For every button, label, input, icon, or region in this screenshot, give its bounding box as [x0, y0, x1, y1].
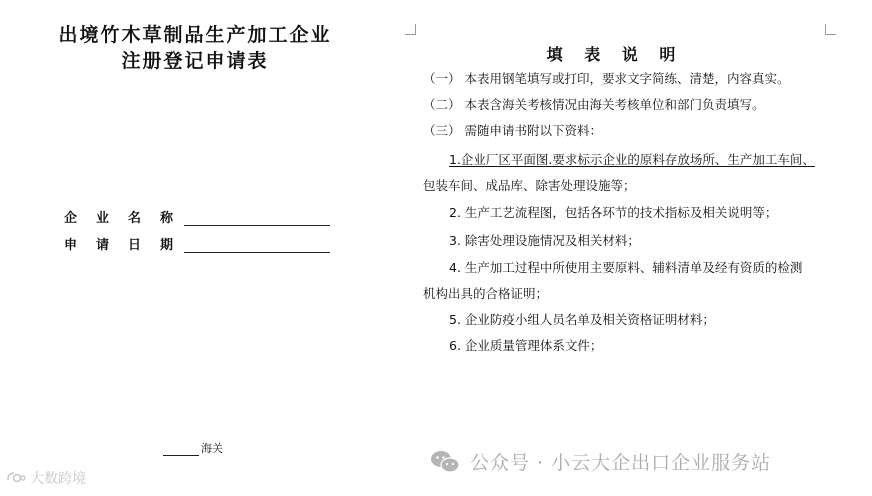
attachment-6: 6. 企业质量管理体系文件；	[449, 338, 603, 353]
instruction-item-1: （一） 本表用钢笔填写或打印，要求文字简练、清楚，内容真实。	[423, 71, 790, 86]
attachment-3: 3. 除害处理设施情况及相关材料；	[449, 233, 640, 248]
right-page	[405, 0, 855, 496]
attachment-1-line2: 包装车间、成品库、除害处理设施等；	[423, 178, 636, 193]
left-page	[0, 0, 390, 496]
crop-mark-top-left	[405, 24, 416, 35]
watermark-left	[6, 468, 86, 488]
instructions-heading: 填 表 说 明	[546, 45, 684, 64]
customs-blank	[163, 443, 199, 456]
attachment-4-line2: 机构出具的合格证明；	[423, 286, 549, 301]
attachment-1-line1: 1.企业厂区平面图.要求标示企业的原料存放场所、生产加工车间、	[449, 152, 815, 167]
attachment-4-line1: 4. 生产加工过程中所使用主要原料、辅料清单及经有资质的检测	[449, 260, 803, 275]
customs-label: 海关	[201, 442, 223, 455]
instruction-item-3: （三） 需随申请书附以下资料：	[423, 123, 602, 138]
attachment-2: 2. 生产工艺流程图，包括各环节的技术指标及相关说明等；	[449, 205, 778, 220]
customs-line	[163, 440, 223, 456]
form-title-line1: 出境竹木草制品生产加工企业	[58, 24, 332, 46]
company-name-blank	[184, 211, 330, 226]
instruction-item-2: （二） 本表含海关考核情况由海关考核单位和部门负责填写。	[423, 97, 765, 112]
company-name-label: 企业名称	[64, 211, 193, 226]
watermark-right	[430, 448, 771, 475]
company-name-field	[64, 206, 330, 226]
form-title-line2: 注册登记申请表	[121, 50, 269, 72]
wechat-icon	[430, 449, 460, 475]
watermark-left-text: 大数跨境	[30, 471, 86, 487]
crop-mark-top-right	[825, 24, 836, 35]
application-date-field	[64, 233, 330, 253]
attachment-5: 5. 企业防疫小组人员名单及相关资格证明材料；	[449, 312, 715, 327]
application-date-blank	[184, 238, 330, 253]
application-date-label: 申请日期	[64, 238, 193, 253]
watermark-right-text: 公众号 · 小云大企出口企业服务站	[470, 452, 772, 474]
mic-logo-icon	[6, 470, 26, 486]
